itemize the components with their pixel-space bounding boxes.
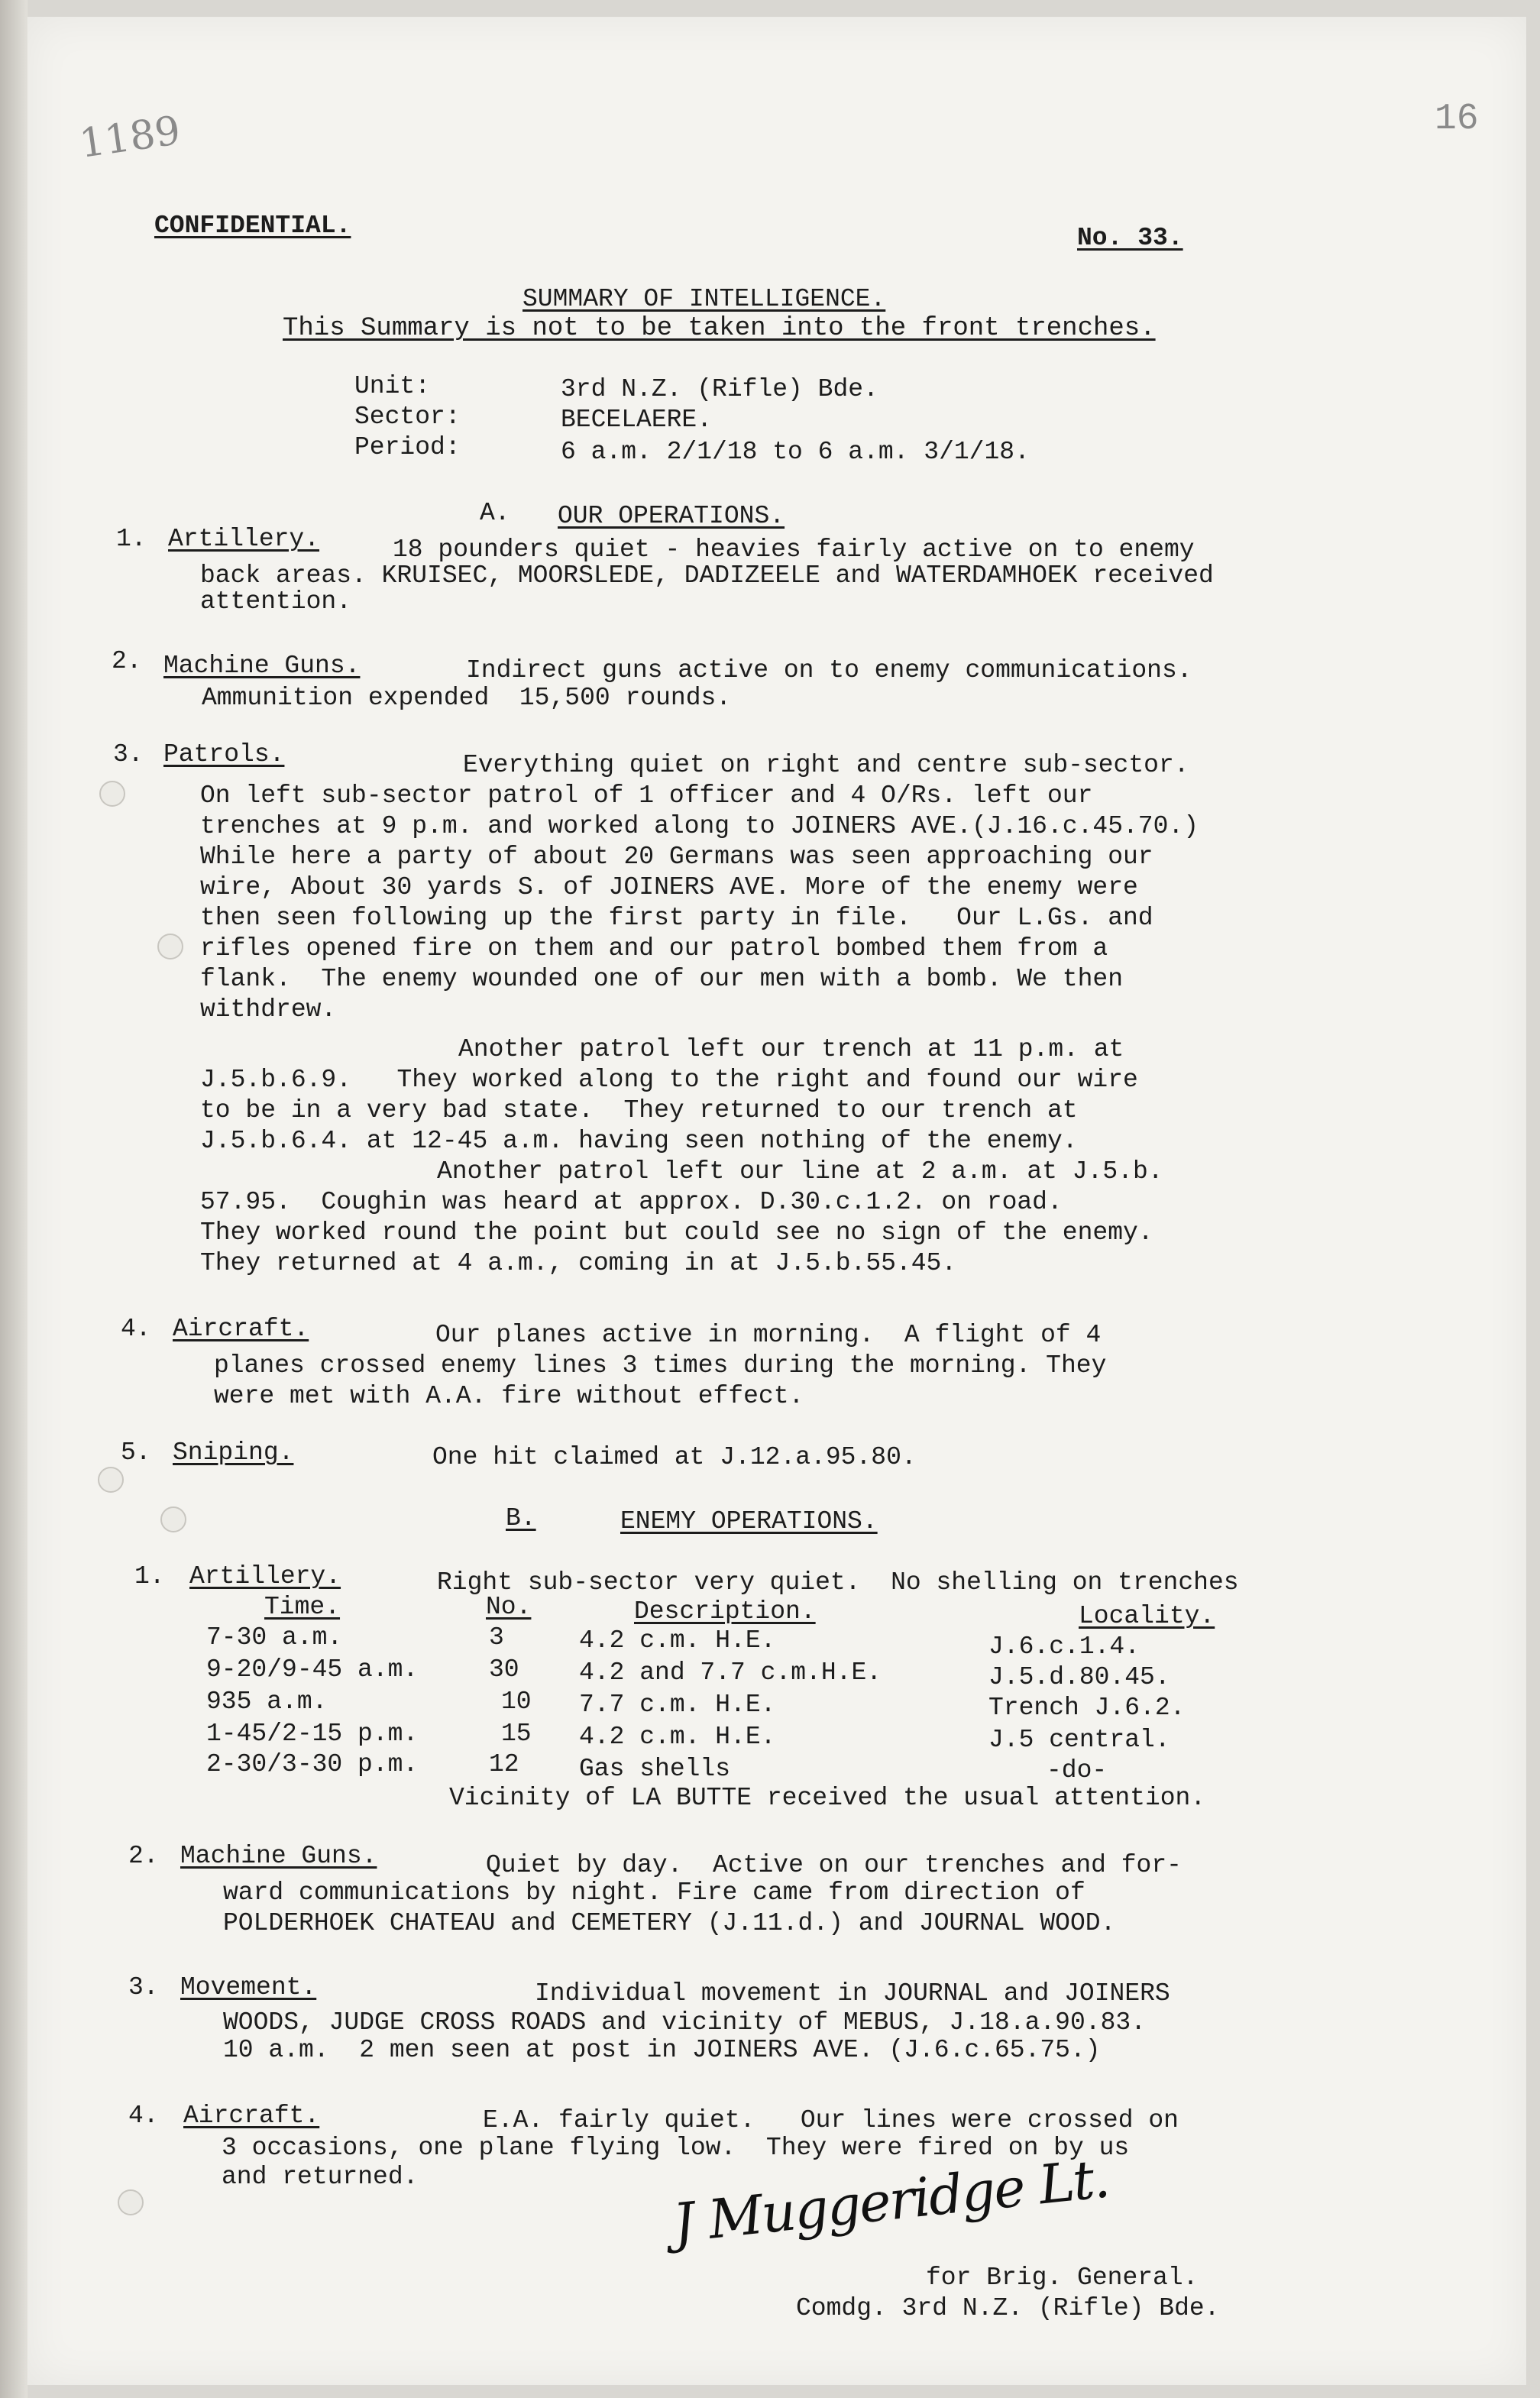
meta-label-period: Period: <box>354 433 461 461</box>
meta-label-sector: Sector: <box>354 403 461 431</box>
table-cell: J.5.d.80.45. <box>988 1663 1170 1691</box>
item-line: J.5.b.6.4. at 12-45 a.m. having seen nothing of the enemy. <box>200 1127 1078 1155</box>
item-line: flank. The enemy wounded one of our men with a bomb. We then <box>200 965 1123 993</box>
punch-hole <box>99 781 125 807</box>
item-label: Aircraft. <box>183 2102 320 2130</box>
item-number: 1. <box>116 525 147 553</box>
signature-for-line: for Brig. General. <box>926 2264 1199 2292</box>
section-a-heading: OUR OPERATIONS. <box>558 502 785 530</box>
table-cell: 935 a.m. <box>206 1688 328 1716</box>
item-label: Artillery. <box>168 525 320 553</box>
item-label: Sniping. <box>173 1438 294 1467</box>
artillery-footer: Vicinity of LA BUTTE received the usual attention. <box>449 1784 1206 1812</box>
item-line: One hit claimed at J.12.a.95.80. <box>432 1443 917 1471</box>
archive-number: 1189 <box>76 108 183 167</box>
punch-hole <box>160 1506 186 1532</box>
table-cell: Trench J.6.2. <box>988 1694 1186 1722</box>
item-line: They worked round the point but could see no sign of the enemy. <box>200 1218 1153 1247</box>
column-header-locality: Locality. <box>1079 1602 1215 1630</box>
table-cell: 4.2 c.m. H.E. <box>579 1723 776 1751</box>
item-line: Another patrol left our trench at 11 p.m. at <box>458 1035 1124 1063</box>
item-number: 4. <box>121 1315 151 1343</box>
item-line: 10 a.m. 2 men seen at post in JOINERS AVE. (J.6.c.65.75.) <box>223 2036 1101 2064</box>
item-line: Indirect guns active on to enemy communications. <box>466 656 1192 684</box>
item-line: POLDERHOEK CHATEAU and CEMETERY (J.11.d.) and JOURNAL WOOD. <box>223 1909 1116 1937</box>
meta-value-unit: 3rd N.Z. (Rifle) Bde. <box>561 375 878 403</box>
table-cell: 7.7 c.m. H.E. <box>579 1691 776 1719</box>
item-line: wire, About 30 yards S. of JOINERS AVE. More of the enemy were <box>200 873 1138 901</box>
page-number: 16 <box>1435 99 1479 140</box>
column-header-time: Time. <box>264 1593 341 1621</box>
item-line: J.5.b.6.9. They worked along to the right and found our wire <box>200 1066 1138 1094</box>
item-label: Movement. <box>180 1973 317 2002</box>
table-cell: 30 <box>489 1655 519 1684</box>
table-cell: J.6.c.1.4. <box>988 1633 1140 1661</box>
item-line: Individual movement in JOURNAL and JOINERS <box>535 1979 1170 2008</box>
document-title: SUMMARY OF INTELLIGENCE. <box>522 285 886 313</box>
item-line: E.A. fairly quiet. Our lines were crossed on <box>483 2106 1179 2134</box>
item-line: 57.95. Coughin was heard at approx. D.30.c.1.2. on road. <box>200 1188 1063 1216</box>
punch-hole <box>157 934 183 960</box>
table-cell: 1-45/2-15 p.m. <box>206 1720 419 1748</box>
table-cell: -do- <box>1047 1756 1108 1785</box>
classification: CONFIDENTIAL. <box>154 212 351 240</box>
table-cell: 3 <box>489 1623 504 1652</box>
table-cell: 4.2 and 7.7 c.m.H.E. <box>579 1659 882 1687</box>
binding-edge <box>0 0 28 2398</box>
punch-hole <box>118 2189 144 2215</box>
table-cell: 4.2 c.m. H.E. <box>579 1626 776 1655</box>
meta-value-sector: BECELAERE. <box>561 406 713 434</box>
table-cell: 9-20/9-45 a.m. <box>206 1655 419 1684</box>
item-number: 2. <box>128 1842 159 1870</box>
item-line: Ammunition expended 15,500 rounds. <box>202 684 732 712</box>
item-number: 5. <box>121 1438 151 1467</box>
table-cell: Gas shells <box>579 1755 731 1783</box>
table-cell: 15 <box>501 1720 532 1748</box>
item-line: 3 occasions, one plane flying low. They were fired on by us <box>222 2134 1130 2162</box>
item-number: 2. <box>112 647 142 675</box>
item-line: 18 pounders quiet - heavies fairly active on to enemy <box>393 536 1195 564</box>
item-line: On left sub-sector patrol of 1 officer and 4 O/Rs. left our <box>200 782 1093 810</box>
item-label: Machine Guns. <box>180 1842 377 1870</box>
item-line: Our planes active in morning. A flight of 4 <box>435 1321 1102 1349</box>
table-cell: 2-30/3-30 p.m. <box>206 1750 419 1778</box>
item-line: to be in a very bad state. They returned to our trench at <box>200 1096 1078 1125</box>
item-line: They returned at 4 a.m., coming in at J.5.b.55.45. <box>200 1249 957 1277</box>
item-line: planes crossed enemy lines 3 times during the morning. They <box>214 1351 1107 1380</box>
column-header-description: Description. <box>634 1597 816 1626</box>
handwritten-signature: J Muggeridge Lt. <box>670 2147 1111 2255</box>
item-line: While here a party of about 20 Germans was seen approaching our <box>200 843 1153 871</box>
item-line: attention. <box>200 587 352 616</box>
item-label: Machine Guns. <box>163 652 361 680</box>
meta-value-period: 6 a.m. 2/1/18 to 6 a.m. 3/1/18. <box>561 438 1030 466</box>
table-cell: 7-30 a.m. <box>206 1623 343 1652</box>
column-header-no: No. <box>486 1593 532 1621</box>
table-cell: J.5 central. <box>988 1726 1170 1754</box>
item-line: Another patrol left our line at 2 a.m. at J.5.b. <box>437 1157 1163 1186</box>
punch-hole <box>98 1467 124 1493</box>
item-line: ward communications by night. Fire came from direction of <box>223 1879 1085 1907</box>
item-label: Aircraft. <box>173 1315 309 1343</box>
section-b-letter: B. <box>506 1504 536 1532</box>
signature-comdg-line: Comdg. 3rd N.Z. (Rifle) Bde. <box>796 2294 1220 2322</box>
document-number: No. 33. <box>1077 224 1183 252</box>
item-line: Quiet by day. Active on our trenches and for- <box>486 1851 1182 1879</box>
item-number: 1. <box>134 1562 165 1591</box>
item-label: Artillery. <box>189 1562 341 1591</box>
section-a-letter: A. <box>480 499 510 527</box>
document-subtitle: This Summary is not to be taken into the front trenches. <box>283 314 1156 343</box>
item-line: withdrew. <box>200 995 337 1024</box>
table-cell: 12 <box>489 1750 519 1778</box>
section-b-heading: ENEMY OPERATIONS. <box>620 1507 878 1536</box>
item-number: 3. <box>113 740 144 769</box>
item-label: Patrols. <box>163 740 285 769</box>
item-number: 3. <box>128 1973 159 2002</box>
item-line: Right sub-sector very quiet. No shelling on trenches <box>437 1568 1239 1597</box>
item-line: Everything quiet on right and centre sub-sector. <box>463 751 1189 779</box>
item-line: trenches at 9 p.m. and worked along to JOINERS AVE.(J.16.c.45.70.) <box>200 812 1199 840</box>
table-cell: 10 <box>501 1688 532 1716</box>
item-line: rifles opened fire on them and our patrol bombed them from a <box>200 934 1108 963</box>
meta-label-unit: Unit: <box>354 372 431 400</box>
item-line: were met with A.A. fire without effect. <box>214 1382 804 1410</box>
item-number: 4. <box>128 2102 159 2130</box>
item-line: back areas. KRUISEC, MOORSLEDE, DADIZEELE and WATERDAMHOEK received <box>200 561 1214 590</box>
item-line: then seen following up the first party in file. Our L.Gs. and <box>200 904 1153 932</box>
item-line: and returned. <box>222 2163 419 2191</box>
item-line: WOODS, JUDGE CROSS ROADS and vicinity of MEBUS, J.18.a.90.83. <box>223 2008 1146 2037</box>
